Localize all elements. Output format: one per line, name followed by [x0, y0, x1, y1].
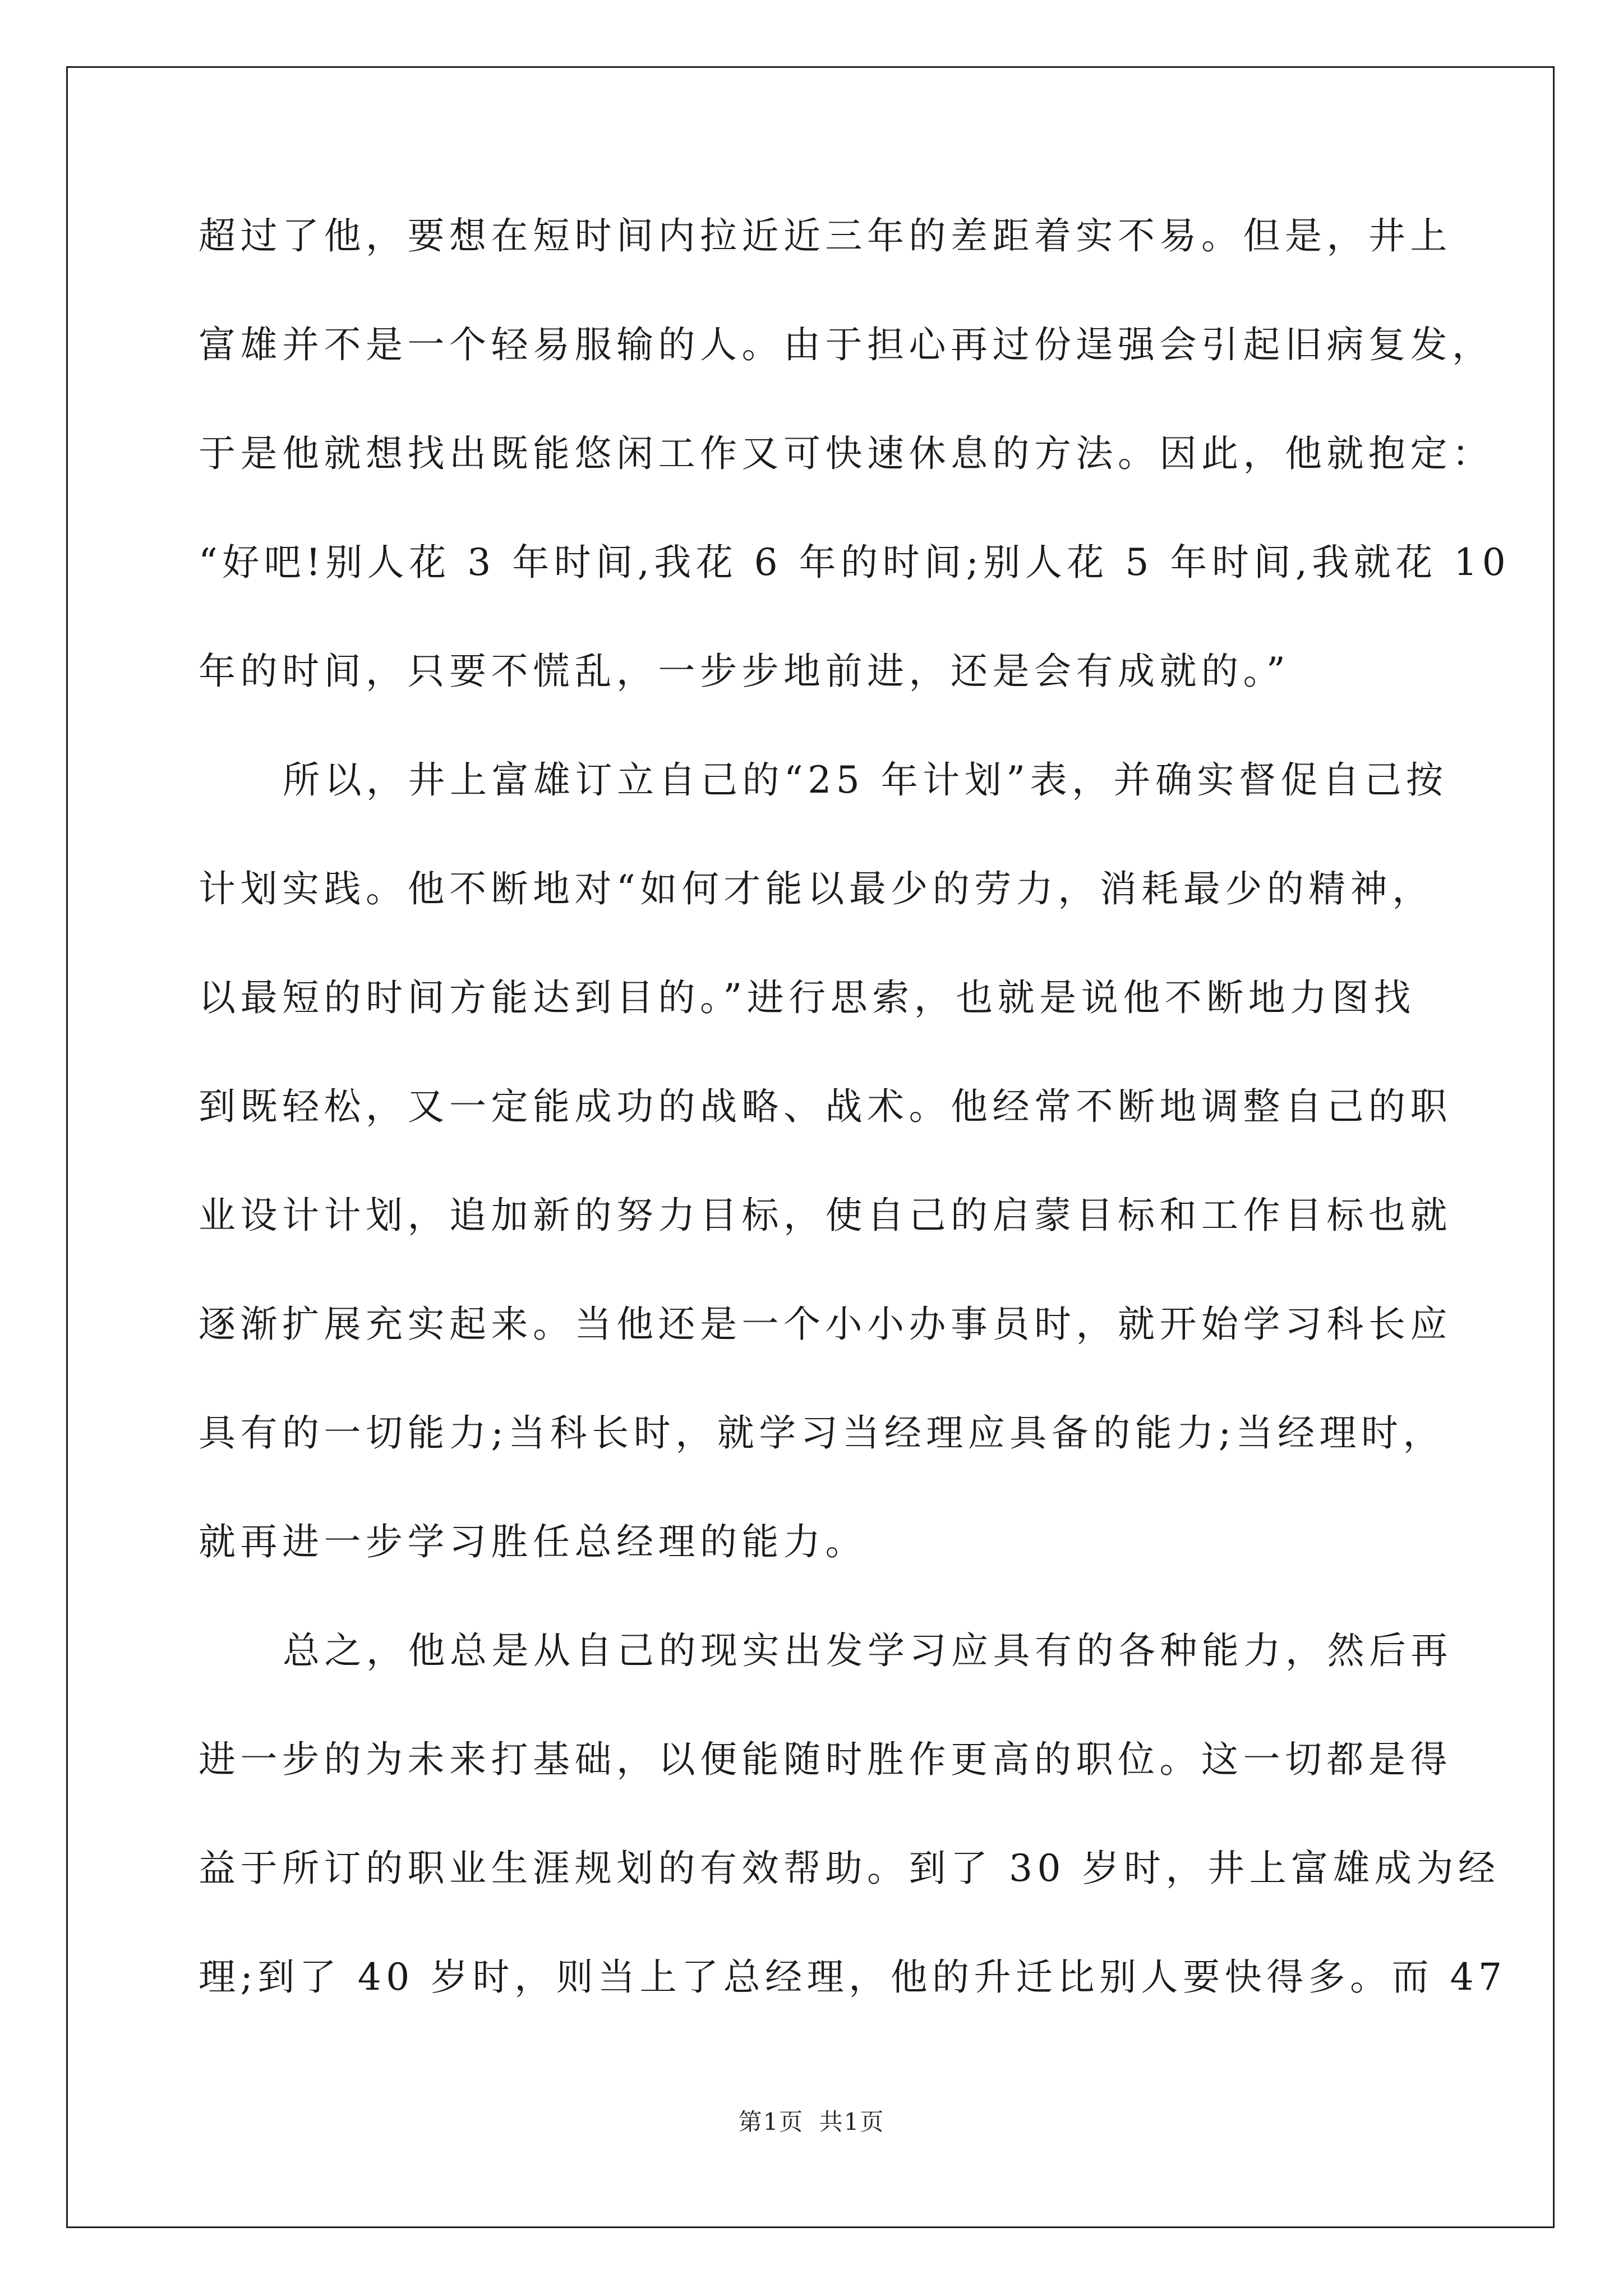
text-line: 计划实践。他不断地对“如何才能以最少的劳力，消耗最少的精神，	[199, 867, 1434, 910]
text-line: 逐渐扩展充实起来。当他还是一个小小办事员时，就开始学习科长应	[199, 1303, 1452, 1346]
paragraph-first-line: 总之，他总是从自己的现实出发学习应具有的各种能力，然后再	[283, 1629, 1453, 1672]
text-line: 以最短的时间方能达到目的。”进行思索，也就是说他不断地力图找	[199, 976, 1415, 1019]
page-footer	[0, 2104, 1623, 2137]
text-line: 到既轻松，又一定能成功的战略、战术。他经常不断地调整自己的职	[199, 1085, 1452, 1128]
paragraph-first-line: 所以，井上富雄订立自己的“25 年计划”表，并确实督促自己按	[283, 758, 1448, 802]
text-line: 进一步的为未来打基础，以便能随时胜作更高的职位。这一切都是得	[199, 1738, 1452, 1781]
text-line: 业设计计划，追加新的努力目标，使自己的启蒙目标和工作目标也就	[199, 1194, 1452, 1237]
text-line: 理;到了 40 岁时，则当上了总经理，他的升迁比别人要快得多。而 47	[199, 1955, 1507, 1999]
text-line: 具有的一切能力;当科长时，就学习当经理应具备的能力;当经理时，	[199, 1411, 1445, 1455]
page-number: 第1页	[738, 2108, 804, 2136]
page-total: 共1页	[819, 2108, 885, 2136]
text-line: 超过了他，要想在短时间内拉近近三年的差距着实不易。但是，井上	[199, 214, 1452, 257]
text-line: 于是他就想找出既能悠闲工作又可快速休息的方法。因此，他就抱定：	[199, 432, 1494, 475]
text-line: 就再进一步学习胜任总经理的能力。	[199, 1520, 867, 1563]
text-line: “好吧!别人花 3 年时间,我花 6 年的时间;别人花 5 年时间,我就花 10	[199, 541, 1511, 584]
text-line: 益于所订的职业生涯规划的有效帮助。到了 30 岁时，井上富雄成为经	[199, 1847, 1500, 1890]
page-border	[66, 66, 1555, 2228]
text-line: 年的时间，只要不慌乱，一步步地前进，还是会有成就的。”	[199, 650, 1290, 693]
text-line: 富雄并不是一个轻易服输的人。由于担心再过份逞强会引起旧病复发，	[199, 323, 1494, 366]
